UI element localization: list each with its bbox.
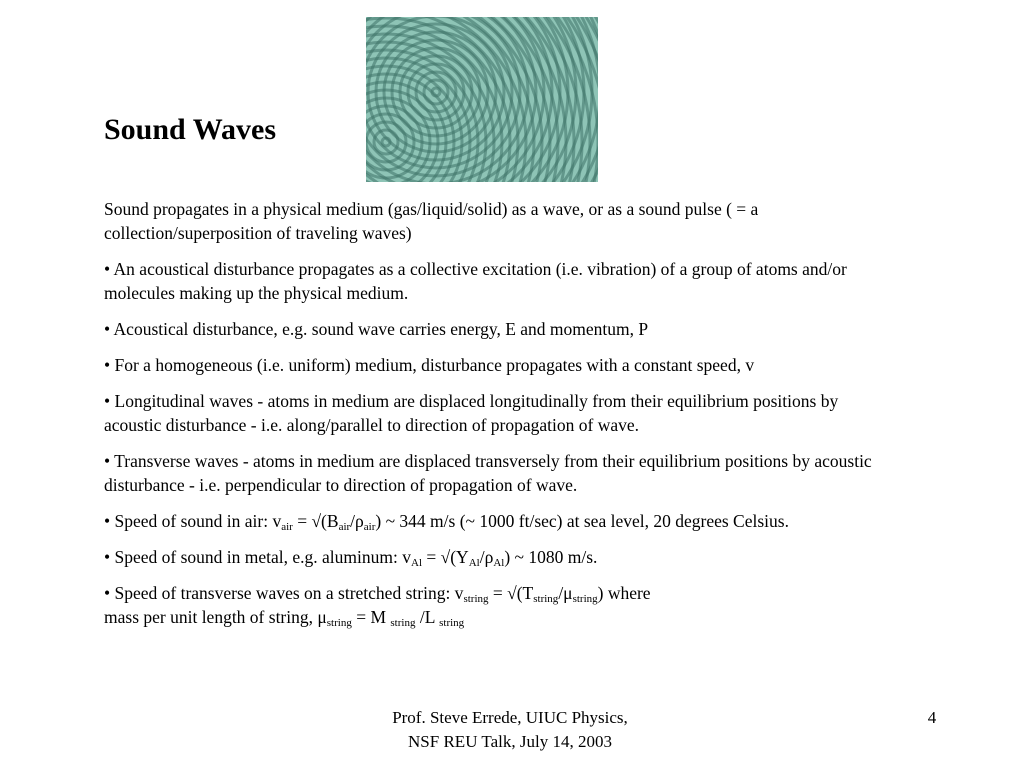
footer-line-1: Prof. Steve Errede, UIUC Physics, [392,708,628,727]
bullet-speed-aluminum: • Speed of sound in metal, e.g. aluminum: $v_{Al} = √(Y_{Al}/\rho_{Al})$ ~ 1080 m/s. [104,547,598,569]
intro-paragraph: Sound propagates in a physical medium (gas/liquid/solid) as a wave, or as a sound pulse ( = a collection/superposition of traveling waves) [104,199,759,243]
wave-interference-image [366,17,598,182]
bullet-collective-excitation: • An acoustical disturbance propagates as a collective excitation (i.e. vibration) of a group of atoms and/or molecules making up the physical medium. [104,259,847,303]
bullet-energy-momentum: • Acoustical disturbance, e.g. sound wave carries energy, E and momentum, P [104,319,649,339]
slide-body [104,197,894,641]
footer-line-2: NSF REU Talk, July 14, 2003 [408,732,612,751]
bullet-constant-speed: • For a homogeneous (i.e. uniform) medium, disturbance propagates with a constant speed, v [104,355,755,375]
bullet-longitudinal-waves: • Longitudinal waves - atoms in medium are displaced longitudinally from their equilibrium positions by acoustic disturbance - i.e. along/parallel to direction of propagation of wave. [104,391,839,435]
page-number: 4 [927,708,937,727]
bullet-speed-string: • Speed of transverse waves on a stretched string: $v_{string} = √(T_{string}/\mu_{string})$ where mass per unit length of string, $\mu_{string} = M$ $_{string}$ /L $_{string}$ [104,583,651,629]
bullet-transverse-waves: • Transverse waves - atoms in medium are displaced transversely from their equilibrium positions by acoustic disturbance - i.e. perpendicular to direction of propagation of wave. [104,451,872,495]
bullet-speed-air: • Speed of sound in air: $v_{air} = √(B_{air}/\rho_{air})$ ~ 344 m/s (~ 1000 ft/sec) at sea level, 20 degrees Celsius. [104,511,789,533]
footer-credit [340,706,680,754]
slide-title: Sound Waves [104,113,277,146]
